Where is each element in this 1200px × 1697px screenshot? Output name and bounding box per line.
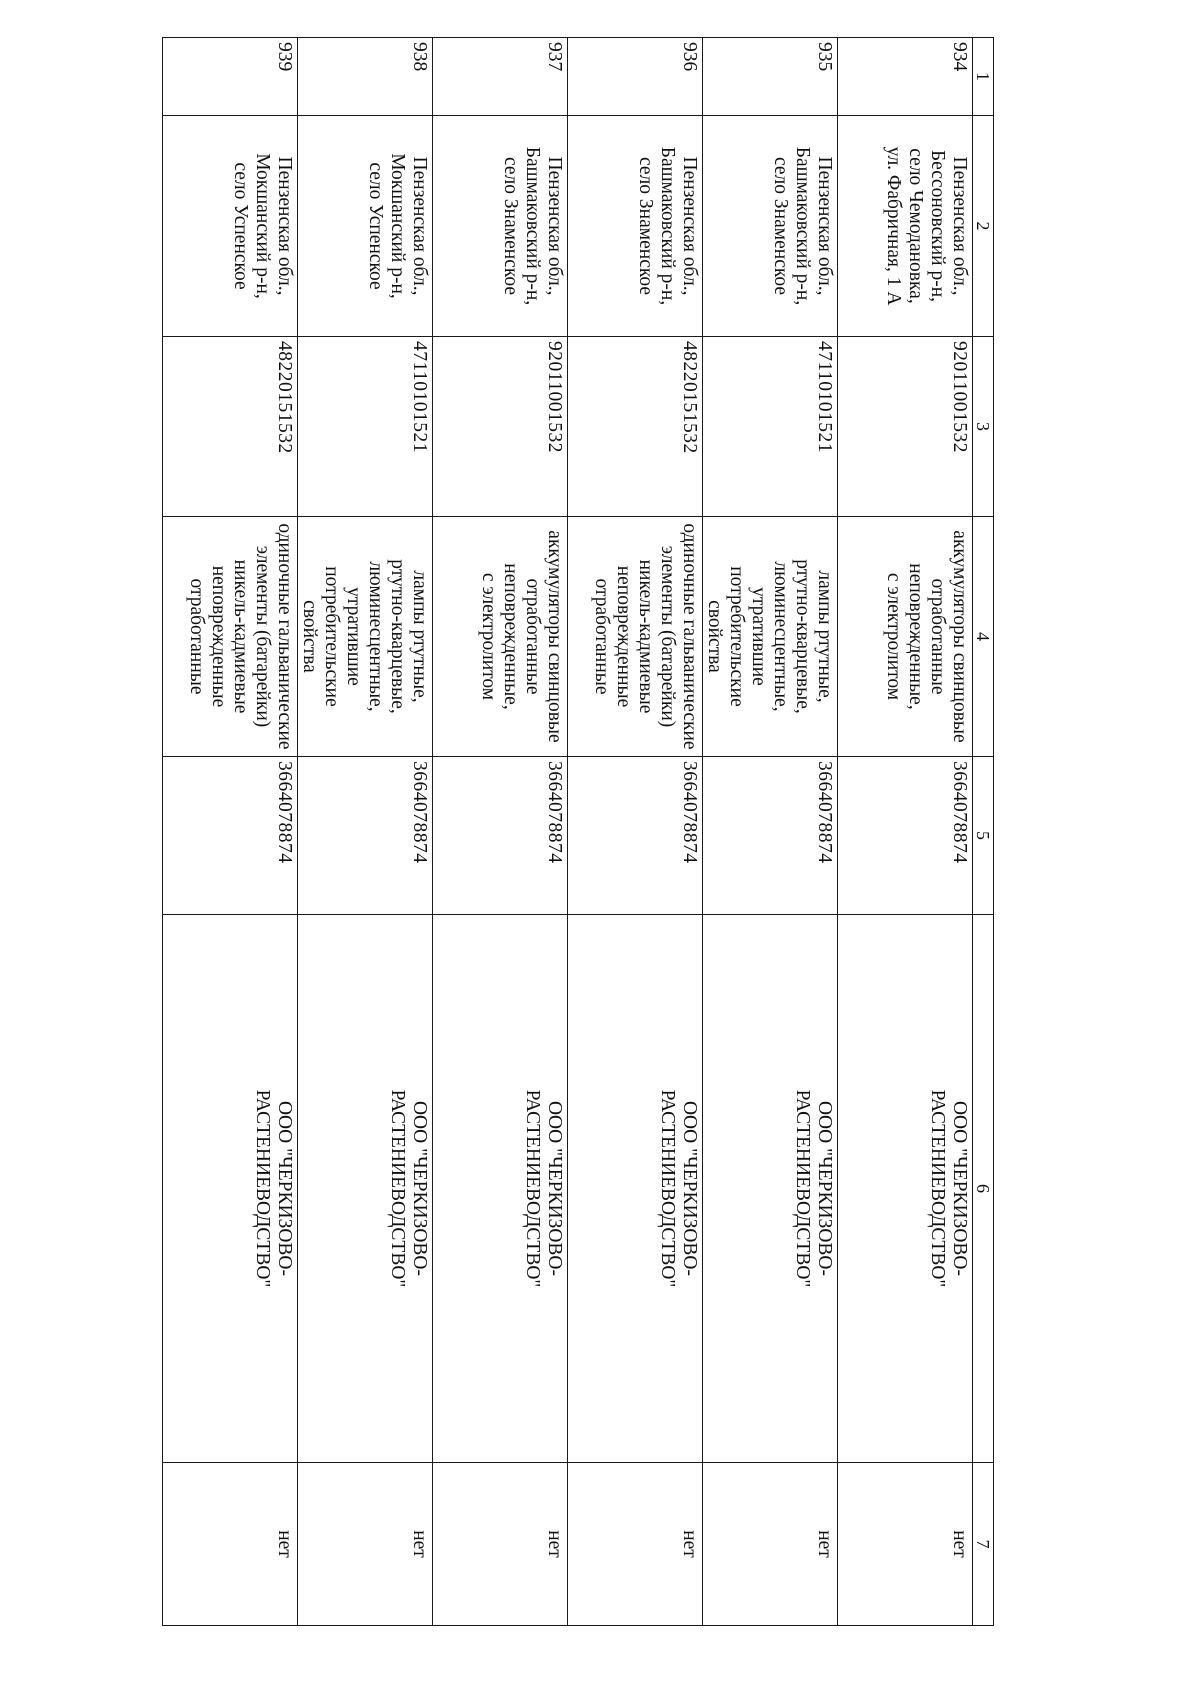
- waste-code-cell: 48220151532: [163, 337, 298, 517]
- inn-cell: 3664078874: [568, 757, 703, 915]
- waste-code-cell: 92011001532: [838, 337, 973, 517]
- column-number-3: 3: [973, 337, 994, 517]
- row-number-cell: 934: [838, 38, 973, 116]
- inn-cell: 3664078874: [298, 757, 433, 915]
- table-row: [703, 38, 838, 1626]
- rotated-table-wrapper: [174, 37, 994, 1625]
- flag-cell: нет: [163, 1463, 298, 1626]
- inn-cell: 3664078874: [163, 757, 298, 915]
- flag-cell: нет: [568, 1463, 703, 1626]
- address-cell: Пензенская обл., Бессоновский р-н, село Чемодановка, ул. Фабричная, 1 А: [838, 116, 973, 337]
- organization-cell: ООО "ЧЕРКИЗОВО- РАСТЕНИЕВОДСТВО": [433, 915, 568, 1463]
- column-number-row: [973, 38, 994, 1626]
- table-row: [298, 38, 433, 1626]
- table-row: [568, 38, 703, 1626]
- waste-code-cell: 48220151532: [568, 337, 703, 517]
- flag-cell: нет: [838, 1463, 973, 1626]
- row-number-cell: 936: [568, 38, 703, 116]
- column-number-1: 1: [973, 38, 994, 116]
- flag-cell: нет: [703, 1463, 838, 1626]
- waste-name-cell: лампы ртутные, ртутно-кварцевые, люминесцентные, утратившие потребительские свойства: [703, 517, 838, 757]
- table-row: [163, 38, 298, 1626]
- inn-cell: 3664078874: [703, 757, 838, 915]
- waste-name-cell: аккумуляторы свинцовые отработанные неповрежденные, с электролитом: [433, 517, 568, 757]
- address-cell: Пензенская обл., Башмаковский р-н, село Знаменское: [568, 116, 703, 337]
- inn-cell: 3664078874: [433, 757, 568, 915]
- waste-name-cell: одиночные гальванические элементы (батарейки) никель-кадмиевые неповрежденные отработанные: [568, 517, 703, 757]
- table-row: [433, 38, 568, 1626]
- column-number-5: 5: [973, 757, 994, 915]
- row-number-cell: 939: [163, 38, 298, 116]
- column-number-2: 2: [973, 116, 994, 337]
- address-cell: Пензенская обл., Башмаковский р-н, село Знаменское: [433, 116, 568, 337]
- waste-code-cell: 47110101521: [703, 337, 838, 517]
- organization-cell: ООО "ЧЕРКИЗОВО- РАСТЕНИЕВОДСТВО": [568, 915, 703, 1463]
- column-number-7: 7: [973, 1463, 994, 1626]
- organization-cell: ООО "ЧЕРКИЗОВО- РАСТЕНИЕВОДСТВО": [838, 915, 973, 1463]
- column-number-4: 4: [973, 517, 994, 757]
- waste-name-cell: аккумуляторы свинцовые отработанные неповрежденные, с электролитом: [838, 517, 973, 757]
- address-cell: Пензенская обл., Башмаковский р-н, село Знаменское: [703, 116, 838, 337]
- column-number-6: 6: [973, 915, 994, 1463]
- address-cell: Пензенская обл., Мокшанский р-н, село Успенское: [298, 116, 433, 337]
- inn-cell: 3664078874: [838, 757, 973, 915]
- row-number-cell: 935: [703, 38, 838, 116]
- row-number-cell: 938: [298, 38, 433, 116]
- flag-cell: нет: [298, 1463, 433, 1626]
- organization-cell: ООО "ЧЕРКИЗОВО- РАСТЕНИЕВОДСТВО": [298, 915, 433, 1463]
- table-row: [838, 38, 973, 1626]
- waste-code-cell: 92011001532: [433, 337, 568, 517]
- waste-name-cell: одиночные гальванические элементы (батарейки) никель-кадмиевые неповрежденные отработанные: [163, 517, 298, 757]
- waste-code-cell: 47110101521: [298, 337, 433, 517]
- flag-cell: нет: [433, 1463, 568, 1626]
- organization-cell: ООО "ЧЕРКИЗОВО- РАСТЕНИЕВОДСТВО": [703, 915, 838, 1463]
- organization-cell: ООО "ЧЕРКИЗОВО- РАСТЕНИЕВОДСТВО": [163, 915, 298, 1463]
- address-cell: Пензенская обл., Мокшанский р-н, село Успенское: [163, 116, 298, 337]
- row-number-cell: 937: [433, 38, 568, 116]
- waste-registry-table: [162, 37, 994, 1626]
- waste-name-cell: лампы ртутные, ртутно-кварцевые, люминесцентные, утратившие потребительские свойства: [298, 517, 433, 757]
